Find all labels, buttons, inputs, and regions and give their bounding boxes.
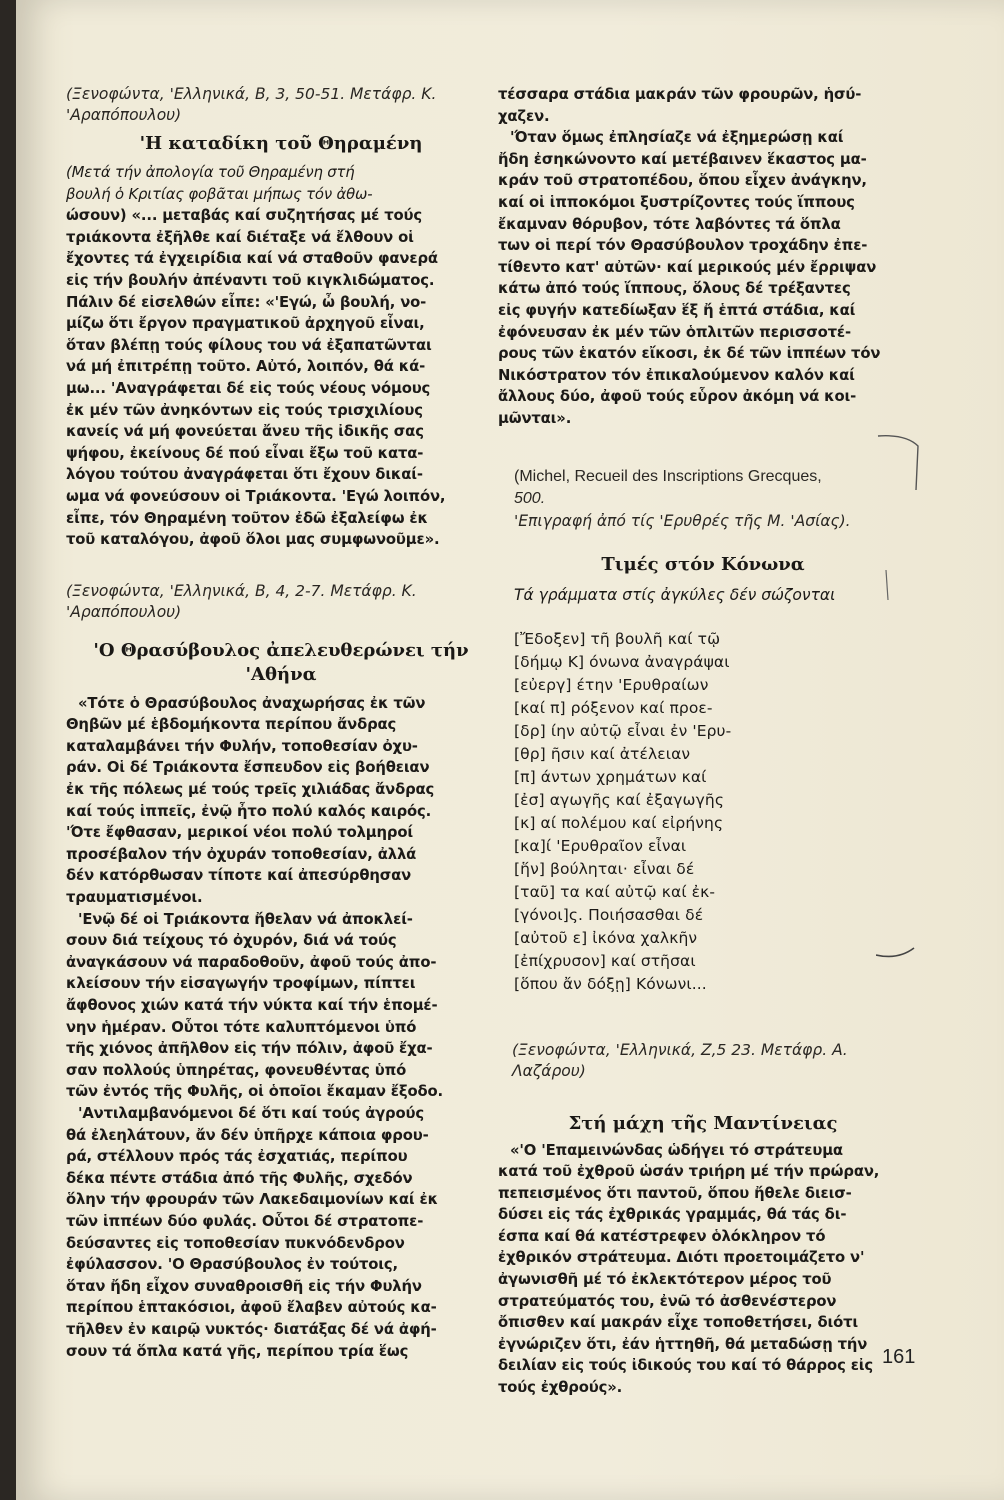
source-reference: (Ξενοφώντα, 'Ελληνικά, Β, 3, 50-51. Μετάφρ. Κ. 'Αραπόπουλου)	[66, 85, 437, 124]
section-heading: 'Ο Θρασύβουλος ἀπελευθερώνει τήν 'Αθήνα	[93, 639, 469, 685]
inscription-note: Τά γράμματα στίς ἀγκύλες δέν σώζονται	[514, 585, 836, 604]
right-column	[498, 84, 908, 1399]
left-column	[66, 84, 496, 1362]
inscription-line: [αὐτοῦ ε] ἰκόνα χαλκῆν	[514, 928, 698, 947]
page-number: 161	[882, 1346, 916, 1368]
inscription-line: [εὐεργ] έτην 'Ερυθραίων	[514, 675, 709, 694]
source-reference: (Ξενοφώντα, 'Ελληνικά, Β, 4, 2-7. Μετάφρ. Κ. 'Αραπόπουλου)	[66, 581, 417, 621]
paragraph: τέσσαρα στάδια μακράν τῶν φρουρῶν, ἡσύ- χαζεν.	[498, 86, 862, 125]
bracket-mark-icon	[876, 430, 926, 990]
inscription-line: [κ] αί πολέμου καί εἰρήνης	[514, 813, 724, 832]
inscription-line: [ὅπου ἄν δόξῃ] Κόνωνι...	[514, 974, 707, 993]
inscription-line: [Ἔδοξεν] τῆ βουλῆ καί τῷ	[514, 629, 721, 648]
paragraph: 'Ενῷ δέ οἱ Τριάκοντα ἤθελαν νά ἀποκλεί- σουν διά τείχους τό ὀχυρόν, διά νά τούς ἀναγκάσουν νά παραδοθοῦν, ἀφοῦ τούς ἀπο- κλείσουν τήν εἰσαγωγήν τροφίμων, πίπτει ἄφθονος χιών κατά τήν νύκτα καί τήν ἑπομέ- νην ἡμέραν. Οὗτοι τότε καλυπτόμενοι ὑπό τῆς χιόνος ἀπῆλθον εἰς τήν πόλιν, ἀφοῦ ἔχα- σαν πολλούς ὑπηρέτας, φονευθέντας ὑπό τῶν ἐντός τῆς Φυλῆς, οἱ ὁποῖοι ἔκαμαν ἔξοδο.	[66, 910, 443, 1101]
section-heading: Τιμές στόν Κόνωνα	[601, 553, 805, 575]
inscription-line: [ἐπίχρυσον] καί στῆσαι	[514, 951, 696, 970]
source-reference: (Ξενοφώντα, 'Ελληνικά, Ζ,5 23. Μετάφρ. Α. Λαζάρου)	[512, 1040, 848, 1080]
inscription-line: [ἥν] βούληται· εἶναι δέ	[514, 859, 695, 878]
inscription-text	[498, 628, 908, 996]
paragraph: 'Όταν ὅμως ἐπλησίαζε νά ἐξημερώσῃ καί ἤδη ἐσηκώνοντο καί μετέβαινεν ἕκαστος μα- κράν τοῦ στρατοπέδου, ὅπου εἶχεν ἀνάγκην, καί οἱ ἱπποκόμοι ξυστρίζοντες τούς ἵππους ἔκαμναν θόρυβον, τότε λαβόντες τά ὅπλα των οἱ περί τόν Θρασύβουλον τροχάδην ἐπε- τίθεντο κατ' αὐτῶν· καί μερικούς μέν ἔρριψαν κάτω ἀπό τούς ἵππους, ὅλους δέ τρέξαντες εἰς φυγήν κατεδίωξαν ἕξ ἤ ἑπτά στάδια, καί ἐφόνευσαν ἐκ μέν τῶν ὁπλιτῶν περισσοτέ- ρους τῶν ἑκατόν εἴκοσι, ἐκ δέ τῶν ἱππέων τόν Νικόστρατον τόν ἐπικαλούμενον καλόν καί ἄλλους δύο, ἀφοῦ τούς εὗρον ἀκόμη νά κοι- μῶνται».	[498, 129, 881, 427]
paragraph: «Τότε ὁ Θρασύβουλος ἀναχωρήσας ἐκ τῶν Θηβῶν μέ ἑβδομήκοντα περίπου ἄνδρας καταλαμβάνει τήν Φυλήν, τοποθεσίαν ὀχυ- ράν. Οἱ δέ Τριάκοντα ἔσπευδον εἰς βοήθειαν ἐκ τῆς πόλεως μέ τούς τρεῖς χιλιάδας ἄνδρας καί τούς ἱππεῖς, ἐνῷ ἦτο πολύ καλός καιρός. 'Ότε ἔφθασαν, μερικοί νέοι πολύ τολμηροί προσέβαλον τήν ὀχυράν τοποθεσίαν, ἀλλά δέν κατόρθωσαν τίποτε καί ἀπεσύρθησαν τραυματισμένοι.	[66, 694, 435, 907]
inscription-line: [γόνοι]ς. Ποιήσασθαι δέ	[514, 905, 704, 924]
source-reference: (Michel, Recueil des Inscriptions Grecques, 500. 'Επιγραφή ἀπό τίς 'Ερυθρές τῆς Μ. 'Ασίας).	[514, 467, 851, 530]
paragraph: (Μετά τήν ἀπολογία τοῦ Θηραμένη στή βουλή ὁ Κριτίας φοβᾶται μήπως τόν ἀθω- ώσουν) «... μεταβάς καί συζητήσας μέ τούς τριάκοντα ἐξῆλθε καί διέταξε νά ἔλθουν οἱ ἔχοντες τά ἐγχειρίδια καί νά σταθοῦν φανερά εἰς τήν βουλήν ἀπέναντι τοῦ κιγκλιδώματος. Πάλιν δέ εἰσελθών εἶπε: «'Εγώ, ὦ βουλή, νο- μίζω ὅτι ἔργον πραγματικοῦ ἀρχηγοῦ εἶναι, ὅταν βλέπῃ τούς φίλους του νά ἐξαπατῶνται νά μή ἐπιτρέπῃ τοῦτο. Αὐτό, λοιπόν, θά κά- μω... 'Αναγράφεται δέ εἰς τούς νέους νόμους ἐκ μέν τῶν ἀνηκόντων εἰς τούς τρισχιλίους κανείς νά μή φονεύεται ἄνευ τῆς ἰδικῆς σας ψήφου, ἐκείνους δέ πού εἶναι ἔξω τοῦ κατα- λόγου τούτου ἀναγράφεται ὅτι ἔχουν δικαί- ωμα νά φονεύσουν οἱ Τριάκοντα. 'Εγώ λοιπόν, εἶπε, τόν Θηραμένη τοῦτον ἐδῶ ἐξαλείφω ἐκ τοῦ καταλόγου, ἀφοῦ ὅλοι μας συμφωνοῦμε».	[66, 164, 446, 549]
paragraph: 'Αντιλαμβανόμενοι δέ ὅτι καί τούς ἀγρούς θά ἐλεηλάτουν, ἄν δέν ὑπῆρχε κάποια φρου- ρά, στέλλουν πρός τάς ἐσχατιάς, περίπου δέκα πέντε στάδια ἀπό τῆς Φυλῆς, σχεδόν ὅλην τήν φρουράν τῶν Λακεδαιμονίων καί ἐκ τῶν ἱππέων δύο φυλάς. Οὗτοι δέ στρατοπε- δεύσαντες εἰς τοποθεσίαν πυκνόδενδρον ἐφύλασσον. 'Ο Θρασύβουλος ἐν τούτοις, ὅταν ἤδη εἶχον συναθροισθῆ εἰς τήν Φυλήν περίπου ἑπτακόσιοι, ἀφοῦ ἔλαβεν αὐτούς κα- τῆλθεν ἐν καιρῷ νυκτός· διατάξας δέ νά ἀφή- σουν τά ὅπλα κατά γῆς, περίπου τρία ἕως	[66, 1104, 438, 1360]
inscription-line: [καί π] ρόξενον καί προε-	[514, 698, 713, 717]
inscription-line: [ἐσ] αγωγῆς καί ἐξαγωγῆς	[514, 790, 725, 809]
inscription-line: [ταῦ] τα καί αὐτῷ καί ἐκ-	[514, 882, 716, 901]
inscription-line: [θρ] ῆσιν καί ἀτέλειαν	[514, 744, 691, 763]
book-page	[16, 0, 1004, 1500]
inscription-line: [δρ] ίην αὐτῷ εἶναι ἐν 'Ερυ-	[514, 721, 732, 740]
paragraph: «'Ο 'Επαμεινώνδας ὡδήγει τό στράτευμα κατά τοῦ ἐχθροῦ ὡσάν τριήρη μέ τήν πρώραν, πεπεισμένος ὅτι παντοῦ, ὅπου ἤθελε διεισ- δύσει εἰς τάς ἐχθρικάς γραμμάς, θά τάς δι- έσπα καί θά κατέστρεφεν ὁλόκληρον τό ἐχθρικόν στράτευμα. Διότι προετοιμάζετο ν' ἀγωνισθῆ μέ τό ἐκλεκτότερον μέρος τοῦ στρατεύματός του, ἐνῶ τό ἀσθενέστερον ὄπισθεν καί μακράν εἶχε τοποθετήσει, διότι ἐγνώριζεν ὅτι, ἐάν ἡττηθῆ, θά μεταδώσῃ τήν δειλίαν εἰς τούς ἰδικούς του καί τό θάρρος εἰς τούς ἐχθρούς».	[498, 1141, 880, 1397]
inscription-line: [κα]ί 'Ερυθραῖον εἶναι	[514, 836, 687, 855]
section-heading: 'Η καταδίκη τοῦ Θηραμένη	[139, 133, 423, 154]
inscription-line: [π] άντων χρημάτων καί	[514, 767, 707, 786]
section-heading: Στή μάχη τῆς Μαντίνειας	[568, 1112, 838, 1134]
inscription-line: [δήμῳ Κ] όνωνα ἀναγράψαι	[514, 652, 730, 671]
